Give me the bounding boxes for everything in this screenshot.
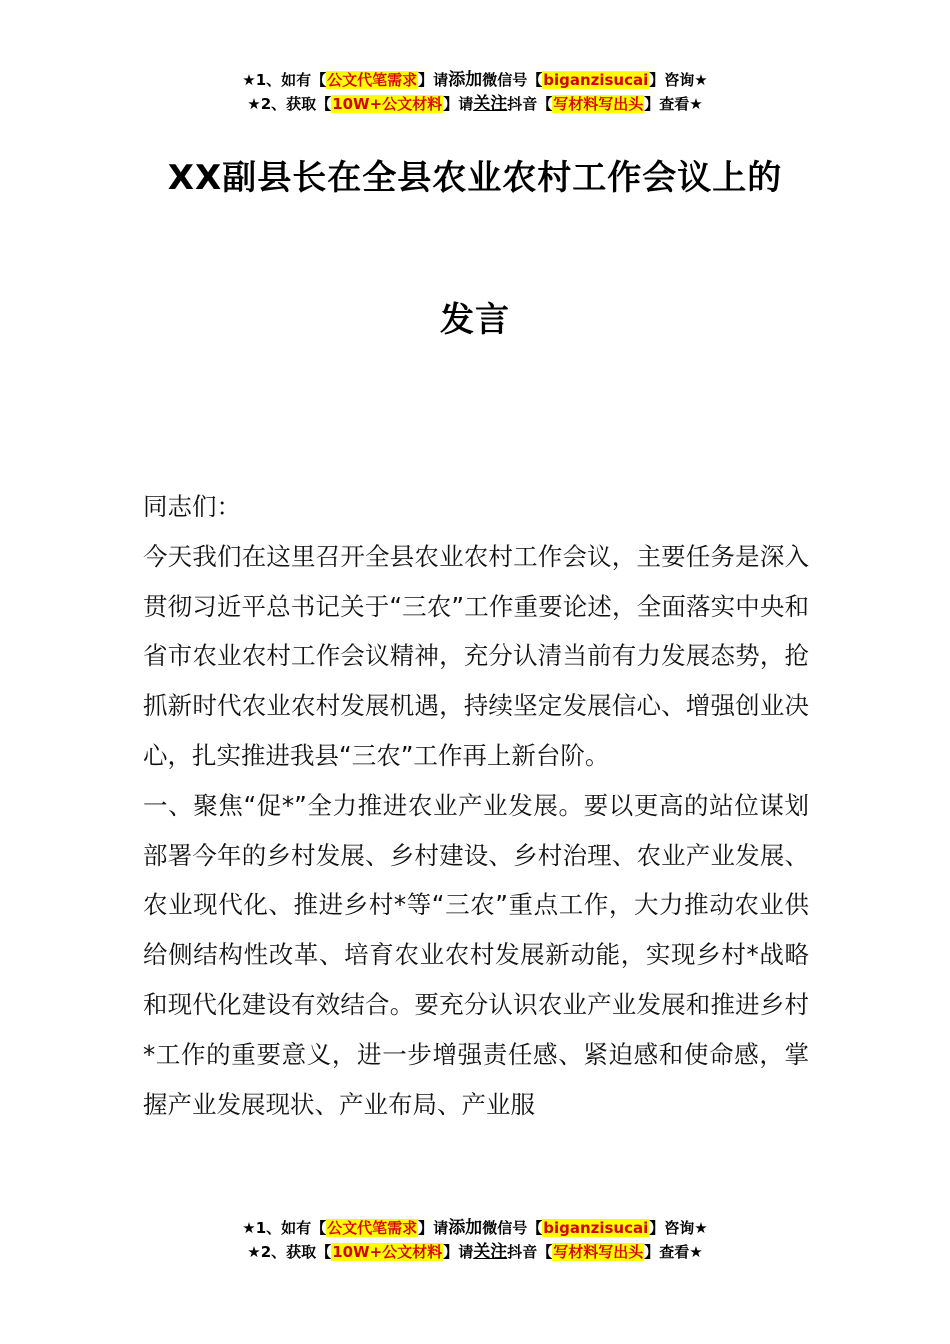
banner-line-1 <box>0 68 950 92</box>
banner-highlight: 公文代笔需求 <box>327 1219 418 1237</box>
banner-text: ★1、如有【 <box>242 71 327 89</box>
banner-text: 抖音【 <box>507 1243 553 1261</box>
banner-text: 】请 <box>443 95 474 113</box>
banner-highlight: 公文代笔需求 <box>327 71 418 89</box>
banner-line-1 <box>0 1216 950 1240</box>
document-body <box>143 482 809 1129</box>
banner-highlight: 写材料写出头 <box>553 95 644 113</box>
banner-line-2 <box>0 1240 950 1264</box>
banner-line-2 <box>0 92 950 116</box>
banner-text: ★1、如有【 <box>242 1219 327 1237</box>
banner-highlight: 10W+公文材料 <box>332 1243 443 1261</box>
banner-text: 】查看★ <box>644 1243 703 1261</box>
banner-text: 】查看★ <box>644 95 703 113</box>
banner-text: 微信号【 <box>482 71 543 89</box>
paragraph: 一、聚焦“促*”全力推进农业产业发展。要以更高的站位谋划部署今年的乡村发展、乡村建设、乡村治理、农业产业发展、农业现代化、推进乡村*等“三农”重点工作，大力推动农业供给侧结构性改革、培育农业农村发展新动能，实现乡村*战略和现代化建设有效结合。要充分认识农业产业发展和推进乡村*工作的重要意义，进一步增强责任感、紧迫感和使命感，掌握产业发展现状、产业布局、产业服 <box>143 790 809 1119</box>
banner-text: 】请 <box>418 71 449 89</box>
paragraph: 今天我们在这里召开全县农业农村工作会议，主要任务是深入贯彻习近平总书记关于“三农”工作重要论述，全面落实中央和省市农业农村工作会议精神，充分认清当前有力发展态势，抢抓新时代农业农村发展机遇，持续坚定发展信心、增强创业决心，扎实推进我县“三农”工作再上新台阶。 <box>143 541 809 770</box>
document-title: XX副县长在全县农业农村工作会议上的 <box>167 158 783 198</box>
header-banner <box>0 68 950 116</box>
document-title-continued: 发言 <box>440 300 510 340</box>
banner-text: ★2、获取【 <box>247 1243 332 1261</box>
banner-highlight: biganzisucai <box>543 1219 649 1237</box>
banner-highlight: 10W+公文材料 <box>332 95 443 113</box>
salutation: 同志们： <box>143 492 241 521</box>
banner-highlight: biganzisucai <box>543 71 649 89</box>
banner-text: 】请 <box>443 1243 474 1261</box>
banner-text: 】咨询★ <box>649 71 708 89</box>
banner-highlight: 写材料写出头 <box>553 1243 644 1261</box>
footer-banner <box>0 1216 950 1264</box>
banner-emphasis: 添加 <box>448 70 483 90</box>
banner-text: ★2、获取【 <box>247 95 332 113</box>
banner-text: 微信号【 <box>482 1219 543 1237</box>
banner-text: 】请 <box>418 1219 449 1237</box>
banner-emphasis: 关注 <box>473 94 508 114</box>
banner-text: 抖音【 <box>507 95 553 113</box>
banner-text: 】咨询★ <box>649 1219 708 1237</box>
banner-emphasis: 关注 <box>473 1242 508 1262</box>
banner-emphasis: 添加 <box>448 1218 483 1238</box>
